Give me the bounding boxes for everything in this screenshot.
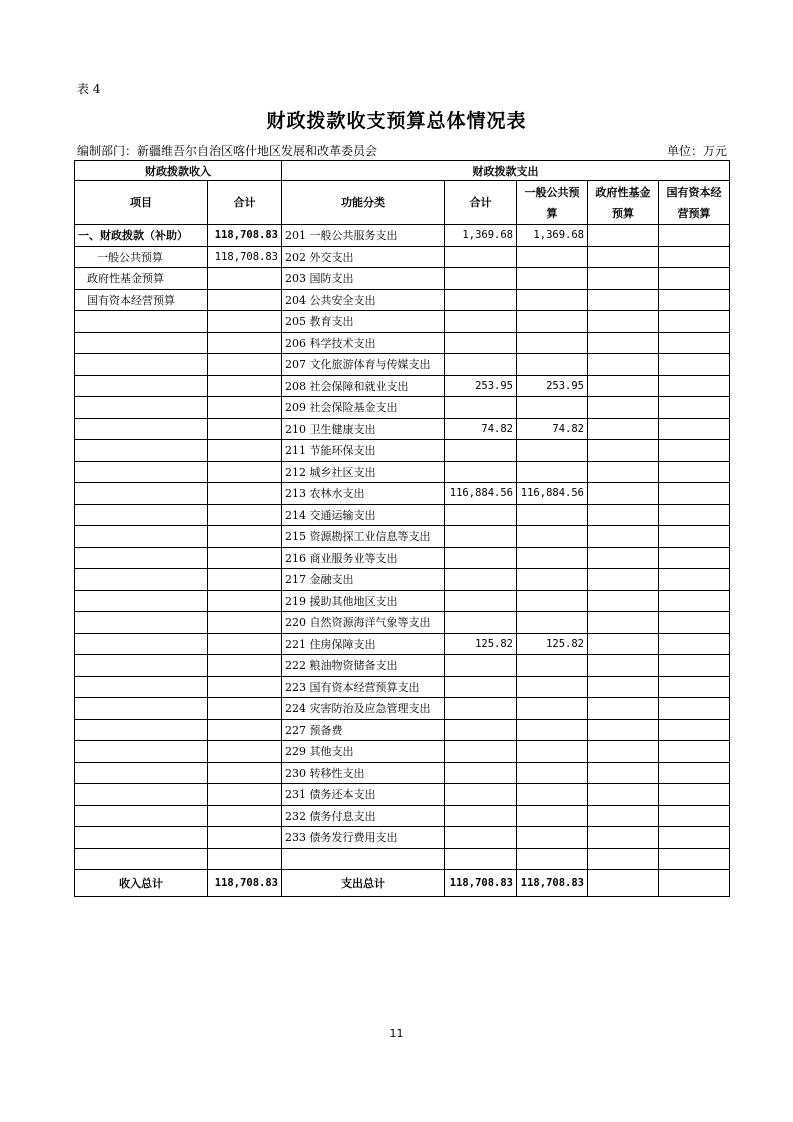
gov-fund-cell xyxy=(588,332,659,354)
expense-total-cell xyxy=(445,784,517,806)
general-budget-cell: 125.82 xyxy=(517,633,588,655)
general-budget-cell xyxy=(517,805,588,827)
function-category-cell: 207 文化旅游体育与传媒支出 xyxy=(282,354,445,376)
table-number-label: 表 4 xyxy=(77,82,101,96)
income-total-cell xyxy=(208,848,282,870)
income-item-cell xyxy=(75,375,208,397)
income-item-cell xyxy=(75,848,208,870)
expense-total-cell xyxy=(445,612,517,634)
gov-fund-cell xyxy=(588,526,659,548)
state-capital-cell xyxy=(659,461,730,483)
gov-fund-cell xyxy=(588,354,659,376)
gov-fund-cell xyxy=(588,440,659,462)
expense-total-cell: 253.95 xyxy=(445,375,517,397)
state-capital-cell xyxy=(659,246,730,268)
table-row xyxy=(75,354,730,376)
table-row xyxy=(75,332,730,354)
col-header-gov-fund-budget: 政府性基金预算 xyxy=(588,181,659,225)
income-item-cell xyxy=(75,418,208,440)
gov-fund-cell xyxy=(588,418,659,440)
income-total-cell xyxy=(208,612,282,634)
gov-fund-cell xyxy=(588,676,659,698)
income-item-cell xyxy=(75,440,208,462)
state-capital-grand-total xyxy=(659,870,730,897)
income-total-cell xyxy=(208,311,282,333)
income-total-cell xyxy=(208,268,282,290)
state-capital-cell xyxy=(659,397,730,419)
income-item-cell xyxy=(75,461,208,483)
table-row xyxy=(75,547,730,569)
expense-total-cell xyxy=(445,805,517,827)
general-budget-cell xyxy=(517,246,588,268)
income-item-cell xyxy=(75,504,208,526)
col-header-state-capital-budget: 国有资本经营预算 xyxy=(659,181,730,225)
gov-fund-cell xyxy=(588,397,659,419)
state-capital-cell xyxy=(659,590,730,612)
general-budget-cell xyxy=(517,784,588,806)
table-row xyxy=(75,246,730,268)
expense-total-cell xyxy=(445,397,517,419)
expense-total-cell xyxy=(445,289,517,311)
function-category-cell: 212 城乡社区支出 xyxy=(282,461,445,483)
gov-fund-cell xyxy=(588,483,659,505)
general-budget-cell xyxy=(517,762,588,784)
general-budget-cell xyxy=(517,719,588,741)
state-capital-cell xyxy=(659,354,730,376)
income-item-cell xyxy=(75,332,208,354)
table-row xyxy=(75,719,730,741)
function-category-cell: 222 粮油物资储备支出 xyxy=(282,655,445,677)
function-category-cell: 202 外交支出 xyxy=(282,246,445,268)
table-row xyxy=(75,526,730,548)
gov-fund-grand-total xyxy=(588,870,659,897)
general-budget-grand-total: 118,708.83 xyxy=(517,870,588,897)
function-category-cell: 213 农林水支出 xyxy=(282,483,445,505)
expense-total-cell xyxy=(445,354,517,376)
table-row xyxy=(75,805,730,827)
state-capital-cell xyxy=(659,655,730,677)
general-budget-cell: 116,884.56 xyxy=(517,483,588,505)
income-total-cell xyxy=(208,827,282,849)
income-total-cell xyxy=(208,483,282,505)
income-total-cell: 118,708.83 xyxy=(208,246,282,268)
state-capital-cell xyxy=(659,375,730,397)
state-capital-cell xyxy=(659,526,730,548)
gov-fund-cell xyxy=(588,225,659,247)
gov-fund-cell xyxy=(588,633,659,655)
state-capital-cell xyxy=(659,741,730,763)
income-item-cell xyxy=(75,655,208,677)
gov-fund-cell xyxy=(588,461,659,483)
function-category-cell: 224 灾害防治及应急管理支出 xyxy=(282,698,445,720)
general-budget-cell xyxy=(517,461,588,483)
state-capital-cell xyxy=(659,332,730,354)
income-total-cell xyxy=(208,719,282,741)
table-row xyxy=(75,268,730,290)
function-category-cell: 203 国防支出 xyxy=(282,268,445,290)
income-total-cell xyxy=(208,461,282,483)
function-category-cell: 209 社会保险基金支出 xyxy=(282,397,445,419)
table-row xyxy=(75,848,730,870)
expense-total-label: 支出总计 xyxy=(282,870,445,897)
income-item-cell: 一、财政拨款（补助） xyxy=(75,225,208,247)
income-total-cell: 118,708.83 xyxy=(208,225,282,247)
unit-label: 单位：万元 xyxy=(666,144,727,158)
general-budget-cell: 74.82 xyxy=(517,418,588,440)
function-category-cell: 233 债务发行费用支出 xyxy=(282,827,445,849)
table-meta xyxy=(77,142,727,159)
expense-total-cell xyxy=(445,719,517,741)
expense-total-cell xyxy=(445,698,517,720)
income-item-cell xyxy=(75,633,208,655)
state-capital-cell xyxy=(659,698,730,720)
income-total-cell xyxy=(208,547,282,569)
function-category-cell: 219 援助其他地区支出 xyxy=(282,590,445,612)
totals-row xyxy=(75,870,730,897)
gov-fund-cell xyxy=(588,311,659,333)
income-item-cell xyxy=(75,569,208,591)
gov-fund-cell xyxy=(588,612,659,634)
function-category-cell xyxy=(282,848,445,870)
table-row xyxy=(75,418,730,440)
income-total-cell xyxy=(208,440,282,462)
expense-total-cell xyxy=(445,526,517,548)
income-item-cell xyxy=(75,741,208,763)
gov-fund-cell xyxy=(588,289,659,311)
table-row xyxy=(75,569,730,591)
table-row xyxy=(75,440,730,462)
income-item-cell xyxy=(75,526,208,548)
page-number: 11 xyxy=(389,1027,404,1040)
gov-fund-cell xyxy=(588,375,659,397)
function-category-cell: 208 社会保障和就业支出 xyxy=(282,375,445,397)
general-budget-cell xyxy=(517,848,588,870)
general-budget-cell xyxy=(517,655,588,677)
general-budget-cell xyxy=(517,590,588,612)
group-header-row xyxy=(75,161,730,181)
state-capital-cell xyxy=(659,762,730,784)
state-capital-cell xyxy=(659,504,730,526)
general-budget-cell xyxy=(517,289,588,311)
expense-total-cell: 1,369.68 xyxy=(445,225,517,247)
state-capital-cell xyxy=(659,612,730,634)
income-total-cell xyxy=(208,569,282,591)
column-header-row xyxy=(75,181,730,225)
expense-total-cell: 74.82 xyxy=(445,418,517,440)
income-item-cell xyxy=(75,784,208,806)
income-item-cell: 政府性基金预算 xyxy=(75,268,208,290)
general-budget-cell xyxy=(517,440,588,462)
income-item-cell xyxy=(75,698,208,720)
col-header-function: 功能分类 xyxy=(282,181,445,225)
gov-fund-cell xyxy=(588,504,659,526)
income-item-cell xyxy=(75,827,208,849)
income-total-cell xyxy=(208,397,282,419)
state-capital-cell xyxy=(659,569,730,591)
gov-fund-cell xyxy=(588,698,659,720)
general-budget-cell xyxy=(517,311,588,333)
expense-total-cell: 116,884.56 xyxy=(445,483,517,505)
expense-total-cell xyxy=(445,504,517,526)
table-row xyxy=(75,827,730,849)
expense-total-cell xyxy=(445,268,517,290)
income-item-cell xyxy=(75,590,208,612)
general-budget-cell xyxy=(517,827,588,849)
expense-total-cell xyxy=(445,590,517,612)
function-category-cell: 221 住房保障支出 xyxy=(282,633,445,655)
state-capital-cell xyxy=(659,848,730,870)
table-row xyxy=(75,698,730,720)
function-category-cell: 204 公共安全支出 xyxy=(282,289,445,311)
general-budget-cell xyxy=(517,569,588,591)
state-capital-cell xyxy=(659,805,730,827)
function-category-cell: 201 一般公共服务支出 xyxy=(282,225,445,247)
income-total-cell xyxy=(208,590,282,612)
expense-group-header: 财政拨款支出 xyxy=(282,161,730,181)
expense-total-cell xyxy=(445,676,517,698)
function-category-cell: 210 卫生健康支出 xyxy=(282,418,445,440)
function-category-cell: 206 科学技术支出 xyxy=(282,332,445,354)
income-total-cell xyxy=(208,741,282,763)
general-budget-cell xyxy=(517,547,588,569)
gov-fund-cell xyxy=(588,590,659,612)
income-total-cell xyxy=(208,676,282,698)
income-item-cell xyxy=(75,805,208,827)
table-row xyxy=(75,762,730,784)
col-header-income-total: 合计 xyxy=(208,181,282,225)
income-total-cell xyxy=(208,332,282,354)
state-capital-cell xyxy=(659,225,730,247)
gov-fund-cell xyxy=(588,268,659,290)
col-header-item: 项目 xyxy=(75,181,208,225)
income-item-cell xyxy=(75,547,208,569)
state-capital-cell xyxy=(659,483,730,505)
general-budget-cell xyxy=(517,676,588,698)
table-row xyxy=(75,590,730,612)
income-item-cell xyxy=(75,719,208,741)
income-item-cell xyxy=(75,311,208,333)
gov-fund-cell xyxy=(588,569,659,591)
gov-fund-cell xyxy=(588,784,659,806)
state-capital-cell xyxy=(659,268,730,290)
state-capital-cell xyxy=(659,633,730,655)
expense-total-cell xyxy=(445,440,517,462)
general-budget-cell xyxy=(517,354,588,376)
gov-fund-cell xyxy=(588,719,659,741)
state-capital-cell xyxy=(659,440,730,462)
general-budget-cell xyxy=(517,504,588,526)
general-budget-cell xyxy=(517,741,588,763)
income-item-cell: 国有资本经营预算 xyxy=(75,289,208,311)
function-category-cell: 232 债务付息支出 xyxy=(282,805,445,827)
income-total-cell xyxy=(208,526,282,548)
income-group-header: 财政拨款收入 xyxy=(75,161,282,181)
gov-fund-cell xyxy=(588,741,659,763)
income-item-cell xyxy=(75,483,208,505)
expense-total-cell xyxy=(445,569,517,591)
expense-total-cell xyxy=(445,762,517,784)
general-budget-cell xyxy=(517,397,588,419)
gov-fund-cell xyxy=(588,827,659,849)
general-budget-cell: 253.95 xyxy=(517,375,588,397)
expense-total-cell xyxy=(445,741,517,763)
function-category-cell: 205 教育支出 xyxy=(282,311,445,333)
state-capital-cell xyxy=(659,547,730,569)
general-budget-cell: 1,369.68 xyxy=(517,225,588,247)
state-capital-cell xyxy=(659,784,730,806)
income-total-cell xyxy=(208,805,282,827)
function-category-cell: 215 资源勘探工业信息等支出 xyxy=(282,526,445,548)
income-total-label: 收入总计 xyxy=(75,870,208,897)
expense-total-cell xyxy=(445,332,517,354)
income-total-cell xyxy=(208,418,282,440)
gov-fund-cell xyxy=(588,762,659,784)
general-budget-cell xyxy=(517,268,588,290)
general-budget-cell xyxy=(517,698,588,720)
col-header-expense-total: 合计 xyxy=(445,181,517,225)
income-total-cell xyxy=(208,784,282,806)
general-budget-cell xyxy=(517,526,588,548)
expense-total-cell xyxy=(445,655,517,677)
income-total-cell xyxy=(208,655,282,677)
income-item-cell xyxy=(75,354,208,376)
table-row xyxy=(75,655,730,677)
function-category-cell: 211 节能环保支出 xyxy=(282,440,445,462)
general-budget-cell xyxy=(517,612,588,634)
table-row xyxy=(75,633,730,655)
table-row xyxy=(75,375,730,397)
income-grand-total: 118,708.83 xyxy=(208,870,282,897)
gov-fund-cell xyxy=(588,848,659,870)
table-row xyxy=(75,676,730,698)
expense-total-cell xyxy=(445,547,517,569)
income-total-cell xyxy=(208,633,282,655)
income-total-cell xyxy=(208,289,282,311)
state-capital-cell xyxy=(659,311,730,333)
general-budget-cell xyxy=(517,332,588,354)
function-category-cell: 223 国有资本经营预算支出 xyxy=(282,676,445,698)
income-item-cell xyxy=(75,397,208,419)
expense-total-cell: 125.82 xyxy=(445,633,517,655)
income-item-cell xyxy=(75,762,208,784)
state-capital-cell xyxy=(659,719,730,741)
function-category-cell: 231 债务还本支出 xyxy=(282,784,445,806)
expense-grand-total: 118,708.83 xyxy=(445,870,517,897)
income-total-cell xyxy=(208,504,282,526)
expense-total-cell xyxy=(445,461,517,483)
state-capital-cell xyxy=(659,289,730,311)
function-category-cell: 214 交通运输支出 xyxy=(282,504,445,526)
income-total-cell xyxy=(208,375,282,397)
expense-total-cell xyxy=(445,848,517,870)
table-row xyxy=(75,461,730,483)
gov-fund-cell xyxy=(588,547,659,569)
page-title: 财政拨款收支预算总体情况表 xyxy=(266,110,527,132)
table-row xyxy=(75,612,730,634)
table-row xyxy=(75,741,730,763)
department-label: 编制部门：新疆维吾尔自治区喀什地区发展和改革委员会 xyxy=(77,144,378,158)
income-item-cell xyxy=(75,612,208,634)
function-category-cell: 227 预备费 xyxy=(282,719,445,741)
gov-fund-cell xyxy=(588,655,659,677)
income-total-cell xyxy=(208,698,282,720)
function-category-cell: 229 其他支出 xyxy=(282,741,445,763)
table-row xyxy=(75,784,730,806)
income-item-cell xyxy=(75,676,208,698)
function-category-cell: 217 金融支出 xyxy=(282,569,445,591)
col-header-general-budget: 一般公共预算 xyxy=(517,181,588,225)
expense-total-cell xyxy=(445,246,517,268)
gov-fund-cell xyxy=(588,246,659,268)
expense-total-cell xyxy=(445,827,517,849)
table-row xyxy=(75,483,730,505)
state-capital-cell xyxy=(659,827,730,849)
function-category-cell: 230 转移性支出 xyxy=(282,762,445,784)
budget-table xyxy=(74,160,730,897)
table-row xyxy=(75,311,730,333)
state-capital-cell xyxy=(659,418,730,440)
gov-fund-cell xyxy=(588,805,659,827)
function-category-cell: 216 商业服务业等支出 xyxy=(282,547,445,569)
table-row xyxy=(75,225,730,247)
table-row xyxy=(75,289,730,311)
table-row xyxy=(75,397,730,419)
income-total-cell xyxy=(208,354,282,376)
table-row xyxy=(75,504,730,526)
state-capital-cell xyxy=(659,676,730,698)
income-total-cell xyxy=(208,762,282,784)
income-item-cell: 一般公共预算 xyxy=(75,246,208,268)
expense-total-cell xyxy=(445,311,517,333)
function-category-cell: 220 自然资源海洋气象等支出 xyxy=(282,612,445,634)
